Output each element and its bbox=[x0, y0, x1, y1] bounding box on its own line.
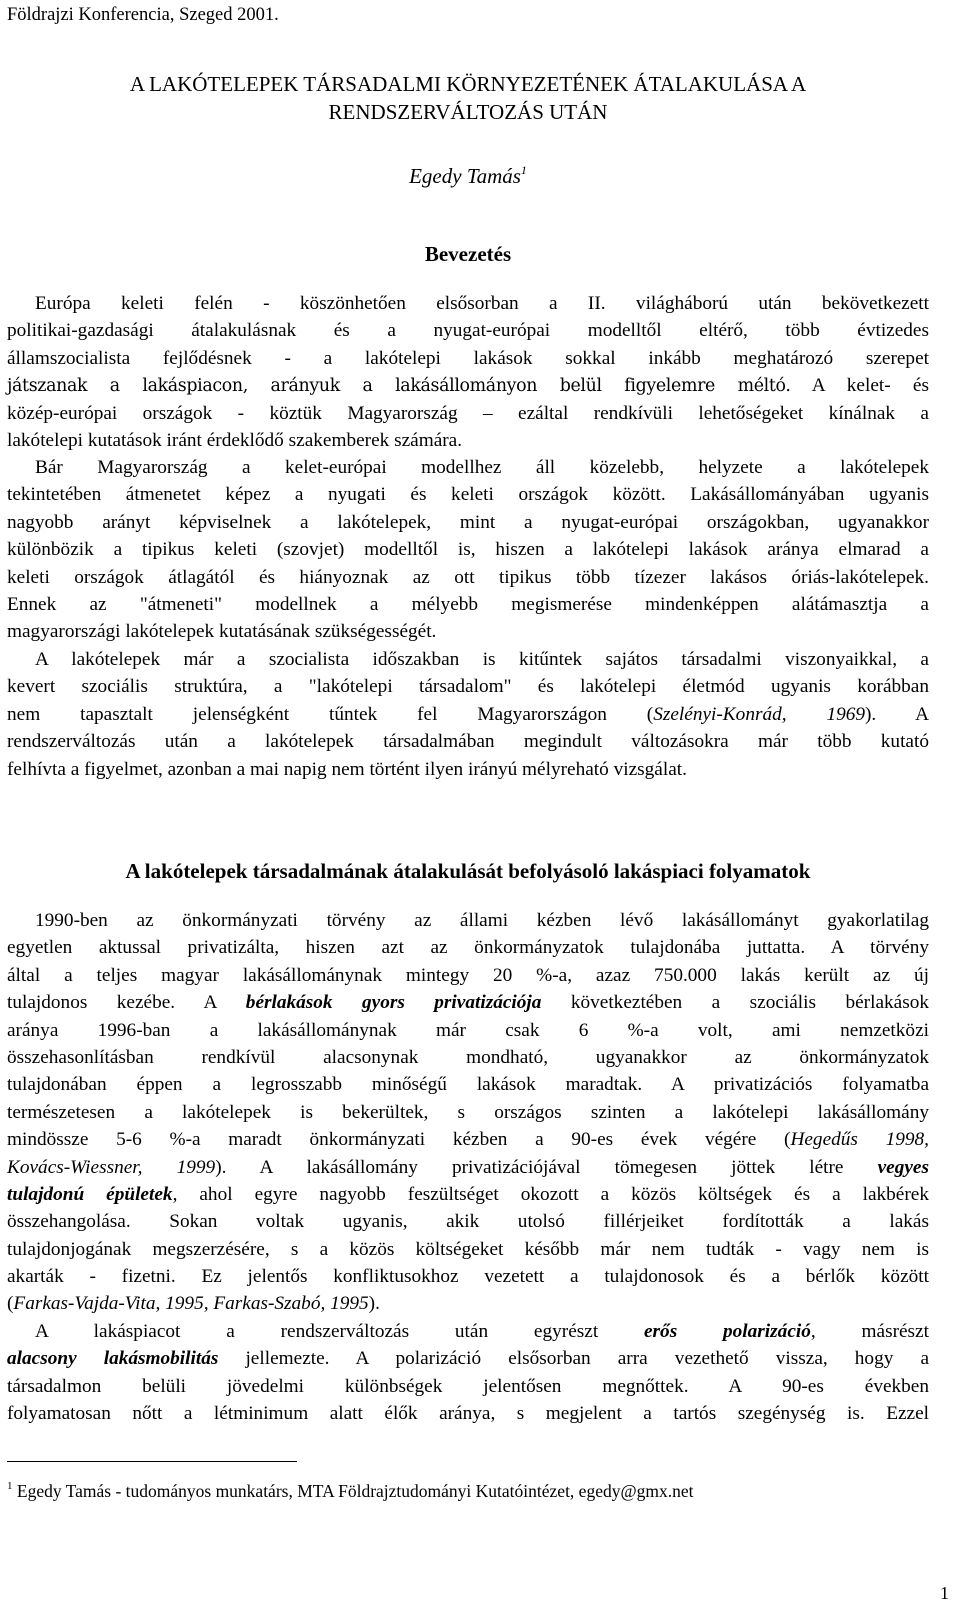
citation: Hegedűs 1998, bbox=[790, 1129, 930, 1151]
page-number: 1 bbox=[940, 1583, 949, 1603]
text-span: nem tapasztalt jelenségként tűntek fel Magyarországon ( bbox=[7, 703, 654, 725]
text-line: nagyobb arányt képviselnek a lakótelepek, mint a nyugat-európai országokban, ugyanakkor bbox=[7, 511, 929, 533]
text-line: politikai-gazdasági átalakulásnak és a nyugat-európai modelltől eltérő, több évtizedes bbox=[7, 320, 929, 342]
text-line: által a teljes magyar lakásállománynak mintegy 20 %-a, azaz 750.000 lakás került az új bbox=[7, 964, 929, 986]
citation: Szelényi-Konrád, 1969 bbox=[653, 703, 866, 725]
text-line: különbözik a tipikus keleti (szovjet) modelltől is, hiszen a lakótelepi lakások aránya elmarad a bbox=[7, 539, 929, 561]
text-line: kevert szociális struktúra, a "lakótelepi társadalom" és lakótelepi életmód ugyanis korábban bbox=[7, 676, 929, 698]
title-line-1: A LAKÓTELEPEK TÁRSADALMI KÖRNYEZETÉNEK ÁTALAKULÁSA A bbox=[129, 72, 807, 96]
text-line: tulajdonjogának megszerzésére, s a közös költségeket később már nem tudták - vagy nem is bbox=[7, 1238, 929, 1260]
footnote bbox=[7, 1475, 693, 1502]
text-span: jellemezte. A polarizáció elsősorban arra vezethető vissza, hogy a bbox=[218, 1348, 930, 1370]
text-line bbox=[7, 1290, 929, 1317]
paper-title bbox=[7, 70, 929, 126]
conference-header: Földrajzi Konferencia, Szeged 2001. bbox=[7, 5, 279, 25]
text-line: magyarországi lakótelepek kutatásának szükségességét. bbox=[7, 621, 437, 643]
paragraph-5 bbox=[7, 1318, 929, 1428]
text-line: folyamatosan nőtt a létminimum alatt élők aránya, s megjelent a tartós szegénység is. Ezzel bbox=[7, 1403, 929, 1425]
footnote-text: Egedy Tamás - tudományos munkatárs, MTA Földrajztudományi Kutatóintézet, egedy@gmx.net bbox=[16, 1481, 694, 1501]
text-line bbox=[7, 701, 929, 728]
text-line: államszocialista fejlődésnek - a lakótelepi lakások sokkal inkább meghatározó szerepet bbox=[7, 347, 929, 369]
emphasis: tulajdonú épületek bbox=[7, 1183, 173, 1205]
text-line bbox=[7, 1126, 929, 1153]
text-line: Ennek az "átmeneti" modellnek a mélyebb megismerése mindenképpen alátámasztja a bbox=[7, 593, 929, 615]
text-span: ). bbox=[368, 1293, 380, 1315]
text-span: ( bbox=[7, 1293, 14, 1315]
footnote-divider bbox=[7, 1461, 297, 1462]
title-line-2: RENDSZERVÁLTOZÁS UTÁN bbox=[328, 100, 608, 124]
text-line bbox=[7, 372, 929, 399]
text-span: mindössze 5-6 %-a maradt önkormányzati kézben a 90-es évek végére ( bbox=[7, 1129, 791, 1151]
text-line bbox=[7, 989, 929, 1016]
section-heading-introduction: Bevezetés bbox=[424, 242, 512, 266]
text-line: felhívta a figyelmet, azonban a mai napig nem történt ilyen irányú mélyreható vizsgálat. bbox=[7, 758, 687, 780]
text-line: Európa keleti felén - köszönhetően elsősorban a II. világháború után bekövetkezett bbox=[35, 293, 929, 314]
text-line: természetesen a lakótelepek is bekerültek, s országos szinten a lakótelepi lakásállomány bbox=[7, 1101, 929, 1123]
citation: Farkas-Vajda-Vita, 1995, Farkas-Szabó, 1995 bbox=[13, 1293, 369, 1315]
section-heading-housing-market: A lakótelepek társadalmának átalakulását befolyásoló lakáspiaci folyamatok bbox=[125, 859, 811, 883]
text-span: A lakáspiacot a rendszerváltozás után egyrészt bbox=[35, 1321, 644, 1342]
text-span: , ahol egyre nagyobb feszültséget okozott a közös költségek és a lakbérek bbox=[172, 1183, 929, 1205]
text-span: ). A lakásállomány privatizációjával tömegesen jöttek létre bbox=[215, 1156, 878, 1178]
paragraph-3 bbox=[7, 646, 929, 783]
paragraph-2 bbox=[7, 454, 929, 646]
text-span: következtében a szociális bérlakások bbox=[541, 992, 929, 1014]
author-name: Egedy Tamás bbox=[409, 164, 521, 188]
text-line: A lakótelepek már a szocialista időszakban is kitűntek sajátos társadalmi viszonyaikkal, a bbox=[35, 649, 929, 670]
text-line bbox=[7, 1181, 929, 1208]
footnote-mark: 1 bbox=[7, 1480, 13, 1492]
emphasis: bérlakások gyors privatizációja bbox=[245, 992, 542, 1014]
text-line: keleti országok átlagától és hiányoznak az ott tipikus több tízezer lakásos óriás-lakótelepek. bbox=[7, 566, 929, 588]
text-span: tulajdonos kezébe. A bbox=[7, 992, 246, 1014]
text-span: játszanak a lakáspiacon, arányuk a lakásállományon belül figyelemre méltó. bbox=[7, 376, 791, 397]
text-line: 1990-ben az önkormányzati törvény az állami kézben lévő lakásállományt gyakorlatilag bbox=[35, 910, 929, 931]
emphasis: erős polarizáció bbox=[644, 1321, 811, 1342]
citation: Kovács-Wiessner, 1999 bbox=[7, 1156, 216, 1178]
text-line: tekintetében átmenetet képez a nyugati és keleti országok között. Lakásállományában ugyanis bbox=[7, 484, 929, 506]
text-line bbox=[7, 1318, 929, 1345]
text-line: aránya 1996-ban a lakásállománynak már csak 6 %-a volt, ami nemzetközi bbox=[7, 1019, 929, 1041]
text-span: ). A bbox=[865, 703, 930, 725]
author bbox=[7, 156, 929, 190]
emphasis: vegyes bbox=[877, 1156, 929, 1178]
text-line bbox=[7, 1345, 929, 1372]
text-line: rendszerváltozás után a lakótelepek társadalmában megindult változásokra már több kutató bbox=[7, 731, 929, 753]
text-line: egyetlen aktussal privatizálta, hiszen azt az önkormányzatok tulajdonába juttatta. A törvény bbox=[7, 937, 929, 959]
text-line: összehasonlításban rendkívül alacsonynak mondható, ugyanakkor az önkormányzatok bbox=[7, 1046, 929, 1068]
paragraph-4 bbox=[7, 907, 929, 1318]
text-line: tulajdonában éppen a legrosszabb minőségű lakások maradtak. A privatizációs folyamatba bbox=[7, 1074, 929, 1096]
text-line: közép-európai országok - köztük Magyarország – ezáltal rendkívüli lehetőségeket kínálnak a bbox=[7, 402, 929, 424]
author-footnote-mark: 1 bbox=[520, 163, 527, 177]
text-span: A kelet- és bbox=[811, 375, 929, 397]
text-line: akarták - fizetni. Ez jelentős konfliktusokhoz vezetett a tulajdonosok és a bérlők között bbox=[7, 1266, 929, 1288]
text-span: , másrészt bbox=[810, 1321, 929, 1342]
paragraph-1 bbox=[7, 290, 929, 454]
text-line: társadalmon belüli jövedelmi különbségek jelentősen megnőttek. A 90-es években bbox=[7, 1375, 929, 1397]
text-line: lakótelepi kutatások iránt érdeklődő szakemberek számára. bbox=[7, 429, 463, 451]
text-line: Bár Magyarország a kelet-európai modellhez áll közelebb, helyzete a lakótelepek bbox=[35, 457, 929, 478]
text-line: összehangolása. Sokan voltak ugyanis, akik utolsó fillérjeiket fordították a lakás bbox=[7, 1211, 929, 1233]
text-line bbox=[7, 1154, 929, 1181]
emphasis: alacsony lakásmobilitás bbox=[7, 1348, 219, 1370]
